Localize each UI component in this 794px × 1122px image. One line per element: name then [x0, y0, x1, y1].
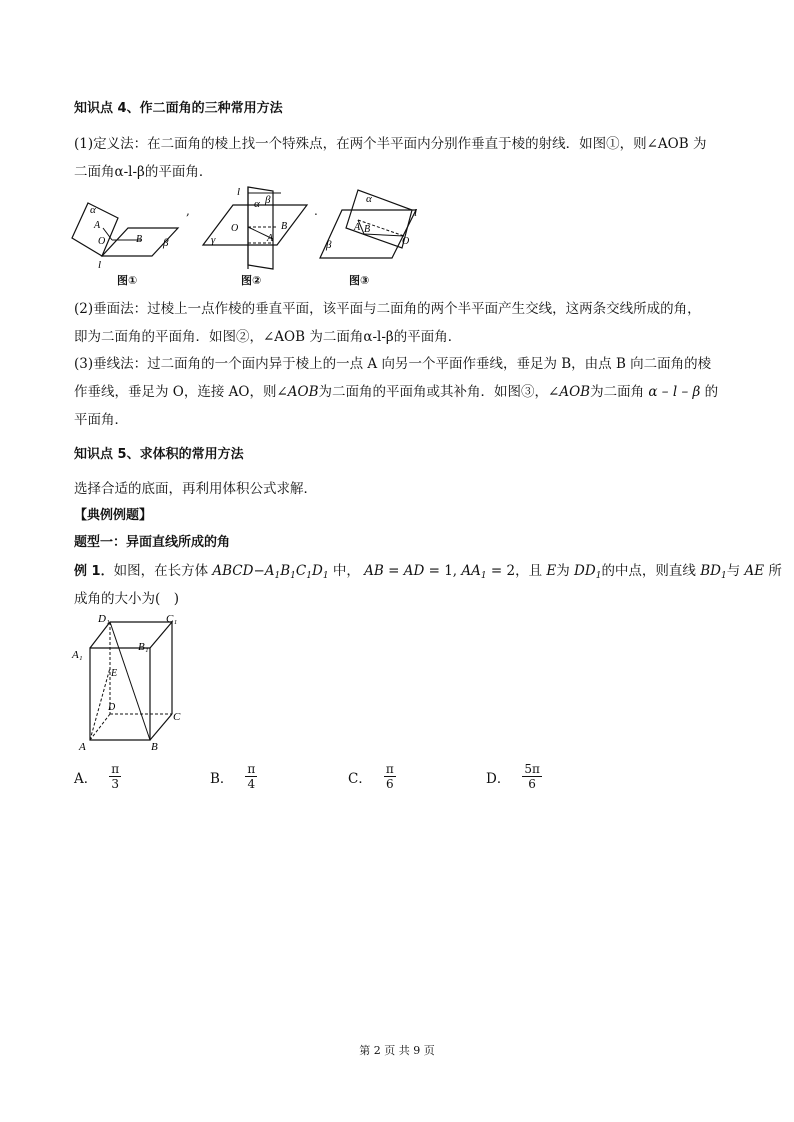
page-footer: 第 2 页 共 9 页 [359, 1044, 435, 1057]
cuboid-label-d1: D₁ [98, 613, 110, 625]
example1-suo: 所 [768, 563, 782, 579]
example1-is: 为 [556, 563, 570, 579]
option-d-letter: D． [486, 770, 511, 787]
section5-heading: 知识点 5、求体积的常用方法 [74, 447, 244, 462]
cuboid-label-b: B [151, 741, 158, 753]
solid-d-sub: 1 [322, 571, 329, 581]
question-type-1: 题型一：异面直线所成的角 [74, 535, 231, 550]
fig2-label-b: B [281, 221, 288, 232]
option-d[interactable] [486, 762, 542, 791]
perp-line-angle-1: ∠AOB [276, 384, 319, 400]
fig2-label-beta: β [265, 194, 271, 206]
segment-dd1: DD [574, 563, 596, 579]
cond-ad: AD [403, 563, 425, 579]
perp-line-method-line3: 平面角． [74, 412, 128, 428]
perp-plane-method-line1: (2)垂面法：过棱上一点作棱的垂直平面，该平面与二面角的两个半平面产生交线，这两条交线所成的角， [74, 301, 701, 317]
perp-line-text-d: 的 [704, 384, 719, 400]
example1-intro: 如图，在长方体 [113, 563, 209, 579]
definition-method-line2: 二面角α-l-β的平面角． [74, 164, 213, 180]
solid-b-sub: 1 [290, 571, 296, 581]
fig1-label-beta: β [163, 237, 169, 249]
line-bd1: BD [700, 563, 721, 579]
option-b-letter: B． [210, 770, 234, 787]
perp-line-text-c: 为二面角 [590, 384, 645, 400]
definition-method-line1: (1)定义法：在二面角的棱上找一个特殊点，在两个半平面内分别作垂直于棱的射线．如图①，则∠AOB 为 [74, 136, 707, 152]
example1-and: ，且 [515, 563, 543, 579]
fig3-label-beta: β [326, 239, 332, 251]
solid-a: A [264, 563, 275, 579]
figure-separator-1: , [186, 204, 190, 218]
fig1-caption: 图① [117, 274, 138, 287]
option-c[interactable] [348, 762, 396, 791]
fig1-label-b: B [136, 234, 143, 245]
fig2-label-o: O [231, 223, 239, 234]
perp-line-method-line1: (3)垂线法：过二面角的一个面内异于棱上的一点 A 向另一个平面作垂线，垂足为 B，由点 B 向二面角的棱 [74, 356, 712, 372]
cuboid-label-a1: A₁ [72, 649, 83, 661]
solid-name-base: ABCD [212, 563, 254, 579]
perp-plane-method-line2: 即为二面角的平面角．如图②，∠AOB 为二面角α-l-β的平面角． [74, 329, 462, 345]
option-c-num: π [385, 762, 394, 776]
solid-d: D [311, 563, 323, 579]
cond-eq1: = [383, 563, 404, 579]
cuboid-label-c1: C₁ [166, 613, 178, 625]
segment-dd1-sub: 1 [595, 571, 602, 581]
fig1-label-o: O [98, 236, 106, 247]
figure-1 [70, 188, 185, 268]
solid-dash: − [253, 563, 265, 579]
perp-line-angle-2: ∠AOB [548, 384, 591, 400]
option-d-den: 6 [528, 777, 536, 791]
fig1-label-a: A [94, 220, 101, 231]
cond-aa1: AA [461, 563, 481, 579]
figure-2 [195, 183, 315, 271]
figure-separator-2: . [314, 204, 318, 218]
cuboid-label-a: A [79, 741, 86, 753]
option-a-den: 3 [111, 777, 120, 791]
option-b[interactable] [210, 762, 257, 791]
cuboid-figure [70, 610, 190, 755]
option-a-num: π [111, 762, 120, 776]
example1-label: 例 1． [74, 564, 114, 579]
solid-c-sub: 1 [306, 571, 312, 581]
fig3-label-a: A [354, 222, 361, 233]
option-a[interactable] [74, 762, 121, 791]
option-c-den: 6 [385, 777, 394, 791]
fig3-caption: 图③ [349, 274, 370, 287]
solid-c: C [295, 563, 307, 579]
solid-b: B [280, 563, 291, 579]
option-a-fraction [109, 762, 121, 791]
cuboid-label-e: E [111, 668, 118, 679]
option-c-fraction [384, 762, 396, 791]
perp-line-text-a: 作垂线，垂足为 O，连接 AO，则 [74, 384, 277, 400]
option-a-letter: A． [74, 770, 98, 787]
section4-heading: 知识点 4、作二面角的三种常用方法 [74, 101, 283, 116]
example1-midpoint: 的中点，则直线 [601, 563, 696, 579]
cond-eq2: = 1, [424, 563, 462, 579]
line-ae: AE [744, 563, 765, 579]
section5-text: 选择合适的底面，再利用体积公式求解． [74, 481, 317, 497]
cuboid-label-c: C [173, 711, 181, 723]
fig2-label-alpha: α [254, 198, 260, 210]
examples-heading: 【典例例题】 [74, 508, 153, 523]
option-c-letter: C． [348, 770, 372, 787]
fig1-label-l: l [98, 259, 102, 268]
fig2-label-gamma: γ [211, 234, 216, 246]
fig2-label-a: A [267, 233, 274, 244]
fig3-label-alpha: α [366, 193, 372, 205]
line-bd1-sub: 1 [720, 571, 727, 581]
option-d-fraction [522, 762, 542, 791]
solid-a-sub: 1 [274, 571, 281, 581]
example1-mid: 中， [332, 563, 360, 579]
option-b-den: 4 [247, 777, 256, 791]
example1-line2: 成角的大小为( ) [74, 591, 180, 607]
perp-line-expression: α – l – β [648, 384, 701, 400]
option-d-num: 5π [524, 762, 540, 776]
fig2-caption: 图② [241, 274, 262, 287]
option-b-num: π [247, 762, 256, 776]
fig2-label-l: l [237, 186, 241, 198]
cond-ab: AB [364, 563, 384, 579]
fig1-label-alpha: α [90, 204, 96, 216]
cuboid-label-d: D [108, 702, 116, 713]
example1-line1 [74, 559, 782, 581]
figure-3 [318, 186, 428, 266]
perp-line-method-line2 [74, 380, 718, 400]
fig3-label-b: B [364, 224, 371, 235]
point-e: E [546, 563, 557, 579]
cond-aa1-sub: 1 [480, 571, 487, 581]
cuboid-label-b1: B₁ [138, 641, 149, 653]
option-b-fraction [245, 762, 257, 791]
fig3-label-o: O [402, 236, 410, 247]
perp-line-text-b: 为二面角的平面角或其补角．如图③， [318, 384, 549, 400]
example1-with: 与 [726, 563, 741, 579]
fig3-label-l: l [414, 207, 418, 219]
cond-eq3: = 2 [486, 563, 516, 579]
